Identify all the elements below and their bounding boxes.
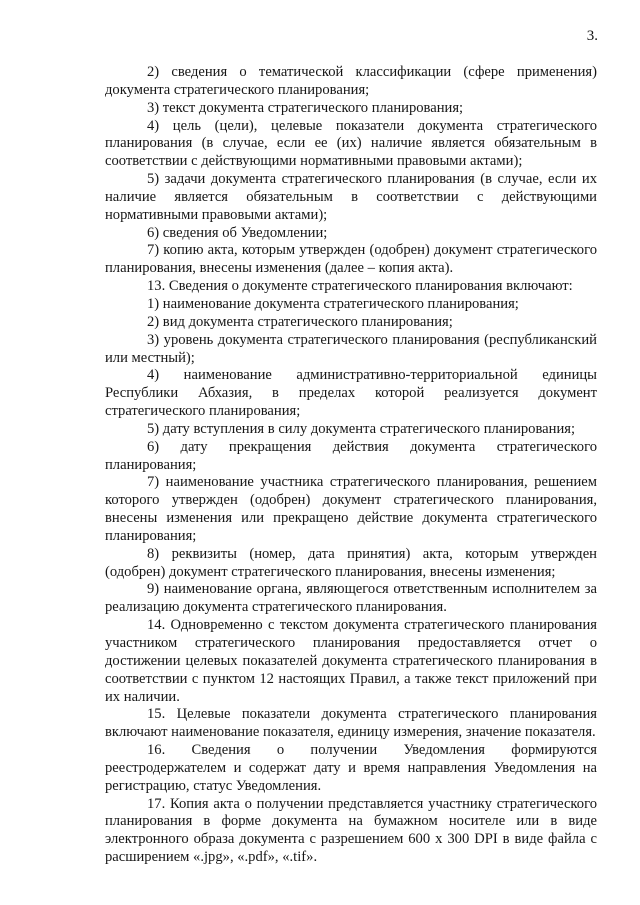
section-13-item-6: 6) дату прекращения действия документа стратегического планирования;: [105, 438, 597, 473]
section-13-item-4: 4) наименование административно-территориальной единицы Республики Абхазия, в пределах которой реализуется документ стратегического планирования;: [105, 367, 597, 420]
paragraph-item-4: 4) цель (цели), целевые показатели документа стратегического планирования (в случае, если ее (их) наличие является обязательным в соответствии с действующими нормативными правовыми актами);: [105, 117, 597, 170]
section-13-heading: 13. Сведения о документе стратегического планирования включают:: [147, 278, 573, 295]
section-13-item-5: 5) дату вступления в силу документа стратегического планирования;: [147, 420, 576, 437]
section-14: 14. Одновременно с текстом документа стратегического планирования участником стратегического планирования предоставляется отчет о достижении целевых показателей документа стратегического планирования в соответствии с пунктом 12 настоящих Правил, а также текст приложений при их наличии.: [105, 617, 597, 705]
paragraph-item-5: 5) задачи документа стратегического планирования (в случае, если их наличие является обязательным в соответствии с действующими нормативными правовыми актами);: [105, 171, 597, 223]
section-13-item-8: 8) реквизиты (номер, дата принятия) акта, которым утвержден (одобрен) документ стратегического планирования, внесены изменения;: [105, 545, 597, 580]
paragraph-item-2: 2) сведения о тематической классификации (сфере применения) документа стратегического планирования;: [105, 64, 597, 98]
page-number: 3.: [586, 28, 598, 44]
section-13-item-7: 7) наименование участника стратегического планирования, решением которого утвержден (одобрен) документ стратегического планирования, внесены изменения или прекращено действие документа стратегического планирования;: [105, 474, 597, 544]
section-13-item-2: 2) вид документа стратегического планирования;: [147, 313, 453, 330]
section-13-item-1: 1) наименование документа стратегического планирования;: [147, 295, 519, 312]
document-body: [105, 64, 597, 867]
paragraph-item-3: 3) текст документа стратегического планирования;: [147, 99, 464, 116]
section-17: 17. Копия акта о получении представляется участнику стратегического планирования в форме документа на бумажном носителе или в виде электронного образа документа с разрешением 600 х 300 DPI в виде файла с расширением «.jpg», «.pdf», «.tif».: [105, 795, 597, 866]
section-15: 15. Целевые показатели документа стратегического планирования включают наименование показателя, единицу измерения, значение показателя.: [105, 706, 597, 741]
section-13-item-9: 9) наименование органа, являющегося ответственным исполнителем за реализацию документа стратегического планирования.: [105, 581, 597, 616]
section-16: 16. Сведения о получении Уведомления формируются реестродержателем и содержат дату и время направления Уведомления на регистрацию, статус Уведомления.: [105, 742, 597, 794]
paragraph-item-6: 6) сведения об Уведомлении;: [147, 224, 328, 241]
section-13-item-3: 3) уровень документа стратегического планирования (республиканский или местный);: [105, 331, 597, 366]
paragraph-item-7: 7) копию акта, которым утвержден (одобрен) документ стратегического планирования, внесены изменения (далее – копия акта).: [105, 242, 597, 277]
